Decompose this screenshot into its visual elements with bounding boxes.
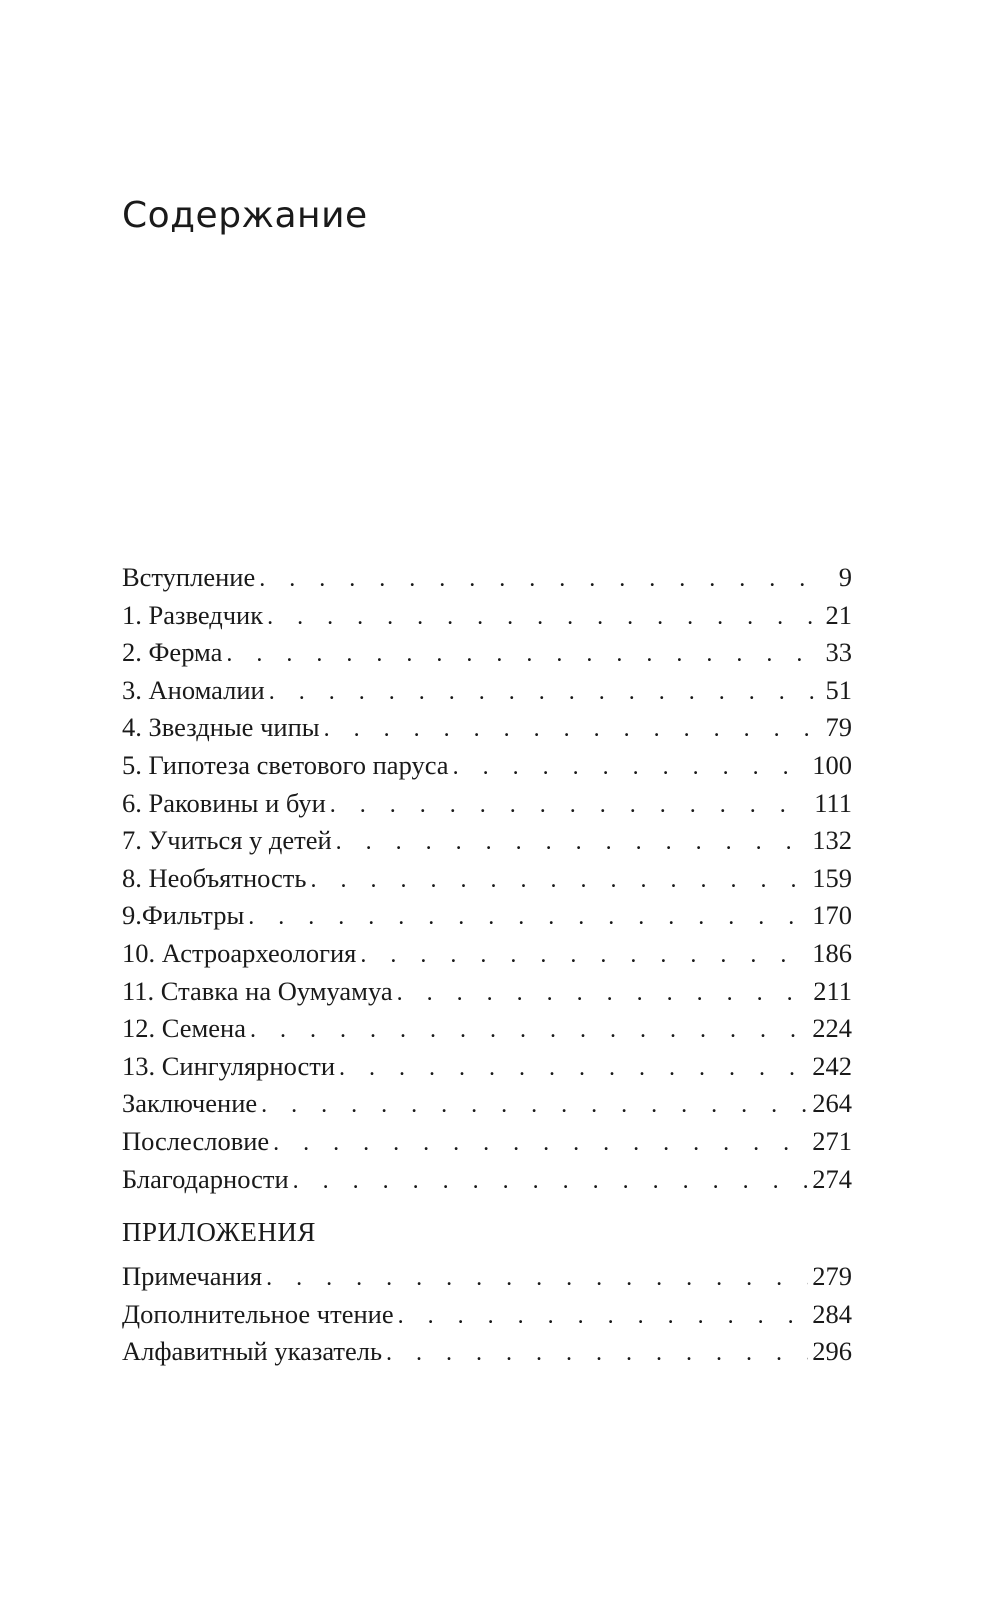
dot-leader [310,862,808,900]
dot-leader [273,1125,808,1163]
toc-entry-page: 264 [812,1088,852,1119]
toc-entry[interactable] [122,1123,852,1161]
toc-entry-page: 186 [812,937,852,968]
toc-appendix-list [122,1258,852,1371]
dot-leader [336,824,809,862]
dot-leader [398,1298,809,1336]
toc-entry-page: 9 [838,562,852,592]
toc-entry-label: Заключение [122,1088,258,1119]
toc-entry[interactable] [122,634,852,672]
toc-entry[interactable] [122,672,852,710]
toc-main-list [122,559,852,1198]
toc-entry-page: 159 [812,862,852,893]
dot-leader [266,1260,808,1298]
dot-leader [261,1087,808,1125]
toc-entry[interactable] [122,1010,852,1048]
toc-entry-label: 7. Учиться у детей [122,825,332,856]
toc-entry-page: 224 [812,1013,852,1044]
toc-entry[interactable] [122,1258,852,1296]
toc-entry-label: Послесловие [122,1125,270,1156]
toc-entry[interactable] [122,860,852,898]
dot-leader [269,674,822,712]
toc-entry-page: 132 [812,825,852,856]
toc-entry-label: Благодарности [122,1163,289,1194]
toc-entry-label: 10. Астроархеология [122,937,357,968]
dot-leader [250,1012,808,1050]
toc-entry[interactable] [122,1333,852,1371]
toc-entry-label: 9.Фильтры [122,900,245,931]
appendix-heading: ПРИЛОЖЕНИЯ [122,1217,316,1248]
toc-entry-label: 1. Разведчик [122,599,264,630]
dot-leader [386,1335,808,1373]
toc-entry[interactable] [122,597,852,635]
toc-entry[interactable] [122,1085,852,1123]
dot-leader [330,787,810,825]
toc-entry[interactable] [122,559,852,597]
toc-entry-page: 284 [812,1298,852,1329]
dot-leader [248,899,808,937]
toc-entry-page: 279 [812,1261,852,1292]
toc-entry[interactable] [122,973,852,1011]
toc-entry-label: Дополнительное чтение [122,1298,394,1329]
table-of-contents [122,559,852,1371]
dot-leader [226,636,821,674]
toc-entry-page: 33 [825,637,852,668]
toc-entry-label: 8. Необъятность [122,862,307,893]
toc-entry[interactable] [122,1296,852,1334]
toc-entry-label: 13. Сингулярности [122,1050,336,1081]
toc-entry-page: 79 [825,712,852,743]
toc-entry-label: 12. Семена [122,1013,246,1044]
toc-entry-label: 4. Звездные чипы [122,712,320,743]
toc-entry-label: 11. Ставка на Оумуамуа [122,975,393,1006]
toc-entry-page: 111 [814,787,852,818]
toc-entry-label: 6. Раковины и буи [122,787,326,818]
toc-entry-page: 296 [812,1336,852,1367]
page-title: Содержание [122,195,368,236]
toc-entry-page: 170 [812,900,852,931]
toc-entry-label: 2. Ферма [122,637,223,668]
dot-leader [397,975,810,1013]
toc-entry-page: 51 [825,674,852,705]
dot-leader [267,599,821,637]
toc-entry[interactable] [122,785,852,823]
toc-entry-label: Примечания [122,1261,263,1292]
toc-entry-page: 100 [812,749,852,780]
dot-leader [339,1050,808,1088]
toc-entry-label: 5. Гипотеза светового паруса [122,749,449,780]
toc-entry-label: Алфавитный указатель [122,1336,383,1367]
toc-entry[interactable] [122,822,852,860]
toc-entry-page: 274 [812,1163,852,1194]
toc-entry-label: 3. Аномалии [122,674,265,705]
toc-entry[interactable] [122,1048,852,1086]
toc-entry[interactable] [122,897,852,935]
toc-entry-page: 211 [813,975,852,1006]
dot-leader [453,749,809,787]
dot-leader [259,561,828,599]
toc-entry-label: Вступление [122,562,256,592]
dot-leader [324,711,822,749]
toc-entry-page: 242 [812,1050,852,1081]
toc-entry[interactable] [122,935,852,973]
toc-entry-page: 271 [812,1125,852,1156]
toc-entry-page: 21 [825,599,852,630]
toc-entry[interactable] [122,709,852,747]
dot-leader [293,1163,809,1201]
toc-entry[interactable] [122,1161,852,1199]
dot-leader [360,937,808,975]
toc-entry[interactable] [122,747,852,785]
